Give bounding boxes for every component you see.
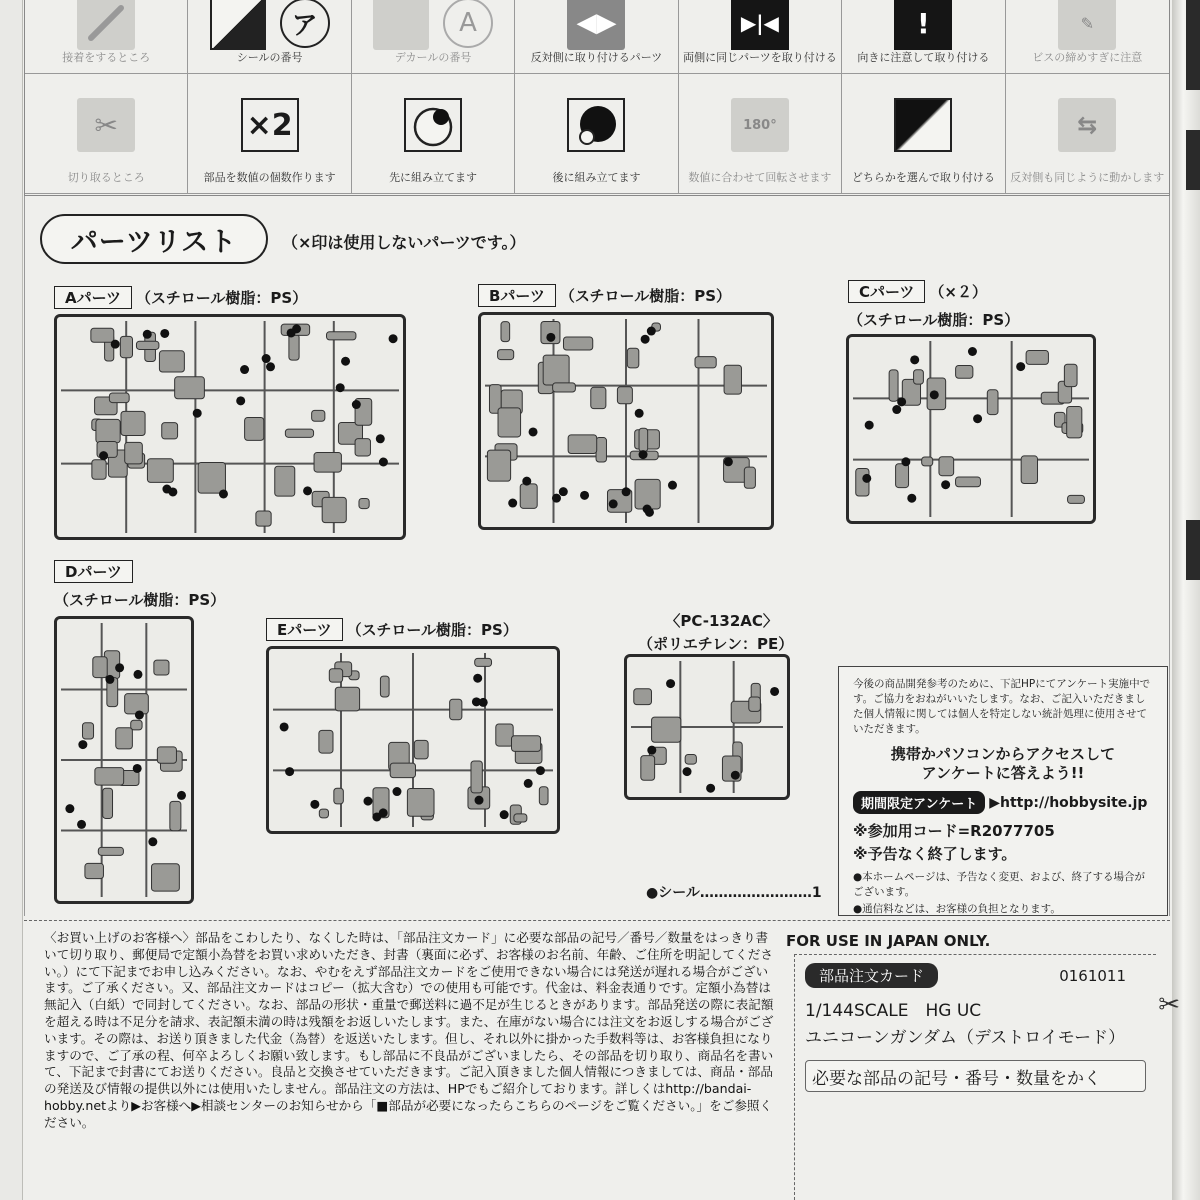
part-number-marker: [262, 354, 271, 363]
page-edge: [1172, 0, 1200, 1200]
part-shape: [390, 763, 415, 778]
part-shape: [1064, 364, 1077, 386]
part-shape: [91, 328, 114, 342]
parts-needed-field[interactable]: 必要な部品の記号・番号・数量をかく: [805, 1060, 1146, 1092]
survey-badge: 期間限定アンケート: [853, 791, 985, 814]
part-number-marker: [641, 335, 650, 344]
nippers-icon: ✂: [77, 98, 135, 152]
legend-decal: A デカールの番号: [352, 0, 515, 74]
part-number-marker: [352, 400, 361, 409]
part-number-marker: [639, 450, 648, 459]
part-number-marker: [862, 474, 871, 483]
part-number-marker: [115, 663, 124, 672]
part-number-marker: [706, 784, 715, 793]
part-shape: [617, 387, 632, 404]
order-card: 部品注文カード 0161011 1/144SCALE HG UC ユニコーンガンダム（デストロイモード） 必要な部品の記号・番号・数量をかく: [794, 954, 1156, 1200]
part-shape: [641, 756, 655, 781]
legend-mirror-move: ⇆ 反対側も同じように動かします: [1006, 74, 1169, 194]
runner-b-label: Bパーツ （スチロール樹脂：PS）: [478, 284, 731, 307]
part-shape: [275, 466, 295, 496]
part-shape: [539, 787, 548, 805]
runner-c: [846, 334, 1096, 524]
part-shape: [498, 408, 521, 437]
runner-e: [266, 646, 560, 834]
order-card-code: 0161011: [1059, 966, 1126, 985]
legend-rotate: 180° 数値に合わせて回転させます: [679, 74, 842, 194]
part-shape: [256, 511, 271, 526]
part-number-marker: [473, 674, 482, 683]
part-shape: [685, 754, 696, 764]
part-number-marker: [336, 383, 345, 392]
screw-warning-icon: ✎: [1058, 0, 1116, 50]
survey-code: ※参加用コード=R2077705: [853, 822, 1055, 840]
runner-e-label: Eパーツ （スチロール樹脂：PS）: [266, 618, 518, 641]
part-shape: [170, 801, 181, 830]
part-shape: [131, 720, 142, 730]
part-shape: [922, 457, 933, 466]
part-shape: [82, 723, 93, 739]
part-shape: [116, 728, 133, 749]
part-number-marker: [133, 764, 142, 773]
part-shape: [95, 768, 124, 786]
part-number-marker: [552, 494, 561, 503]
runner-pc: [624, 654, 790, 800]
legend-sticker: ア シールの番号: [188, 0, 351, 74]
part-shape: [289, 334, 299, 360]
japan-only-label: FOR USE IN JAPAN ONLY.: [786, 932, 991, 950]
part-number-marker: [892, 405, 901, 414]
part-shape: [329, 669, 342, 682]
part-number-marker: [363, 797, 372, 806]
part-number-marker: [770, 687, 779, 696]
part-number-marker: [524, 779, 533, 788]
legend-choose: どちらかを選んで取り付ける: [842, 74, 1005, 194]
part-shape: [157, 747, 176, 763]
part-shape: [914, 370, 924, 384]
legend-mirror: ◀▶ 反対側に取り付けるパーツ: [515, 0, 678, 74]
part-number-marker: [901, 457, 910, 466]
part-number-marker: [160, 329, 169, 338]
part-shape: [749, 697, 761, 711]
part-shape: [568, 435, 597, 454]
part-shape: [896, 464, 909, 488]
part-shape: [563, 337, 592, 350]
part-number-marker: [973, 414, 982, 423]
part-number-marker: [645, 508, 654, 517]
part-number-marker: [111, 340, 120, 349]
part-number-marker: [479, 698, 488, 707]
assemble-first-icon: [404, 98, 462, 152]
mirror-move-icon: ⇆: [1058, 98, 1116, 152]
part-number-marker: [522, 477, 531, 486]
part-number-marker: [219, 489, 228, 498]
mirror-arrows-icon: ◀▶: [567, 0, 625, 50]
part-number-marker: [930, 390, 939, 399]
part-number-marker: [647, 327, 656, 336]
both-sides-icon: ▶|◀: [731, 0, 789, 50]
part-shape: [147, 459, 173, 483]
part-number-marker: [379, 458, 388, 467]
part-shape: [92, 460, 106, 480]
part-shape: [334, 788, 343, 804]
part-number-marker: [287, 328, 296, 337]
part-number-marker: [266, 362, 275, 371]
part-number-marker: [310, 800, 319, 809]
part-number-marker: [143, 330, 152, 339]
part-shape: [471, 761, 482, 793]
part-shape: [359, 498, 369, 508]
part-shape: [695, 357, 716, 368]
part-shape: [125, 442, 143, 464]
part-number-marker: [135, 710, 144, 719]
decal-icon: [373, 0, 429, 50]
part-number-marker: [968, 347, 977, 356]
part-number-marker: [285, 767, 294, 776]
part-shape: [639, 428, 648, 451]
part-number-marker: [666, 679, 675, 688]
part-shape: [335, 687, 359, 711]
part-shape: [85, 863, 104, 878]
part-shape: [380, 676, 389, 697]
part-number-marker: [635, 409, 644, 418]
part-shape: [487, 450, 510, 481]
part-shape: [154, 660, 169, 675]
part-shape: [591, 387, 606, 408]
part-number-marker: [941, 480, 950, 489]
part-number-marker: [1016, 362, 1025, 371]
part-shape: [889, 370, 898, 401]
part-shape: [987, 390, 998, 415]
part-shape: [322, 497, 346, 522]
part-number-marker: [105, 675, 114, 684]
part-number-marker: [907, 494, 916, 503]
part-number-marker: [647, 746, 656, 755]
part-number-marker: [148, 837, 157, 846]
runner-b: [478, 312, 774, 530]
legend-assemble-later: 後に組み立てます: [515, 74, 678, 194]
part-shape: [496, 724, 513, 746]
parts-list-note: （×印は使用しないパーツです。）: [282, 233, 526, 252]
part-number-marker: [303, 486, 312, 495]
part-shape: [553, 383, 576, 392]
part-number-marker: [580, 491, 589, 500]
part-number-marker: [280, 722, 289, 731]
sticker-count: ●シール……………………1: [646, 885, 822, 901]
exclamation-icon: !: [894, 0, 952, 50]
part-number-marker: [240, 365, 249, 374]
part-shape: [109, 393, 129, 403]
part-number-marker: [168, 487, 177, 496]
part-shape: [520, 484, 537, 509]
legend-glue: 接着をするところ: [25, 0, 188, 74]
part-shape: [744, 467, 755, 488]
part-shape: [121, 411, 145, 435]
runner-pc-label: 〈PC-132AC〉 （ポリエチレン：PE）: [638, 612, 794, 653]
runner-d-label: Dパーツ （スチロール樹脂：PS）: [54, 560, 225, 610]
part-shape: [1068, 495, 1085, 503]
part-shape: [652, 717, 681, 742]
part-number-marker: [622, 487, 631, 496]
part-number-marker: [99, 451, 108, 460]
runner-d: [54, 616, 194, 904]
choose-one-icon: [894, 98, 952, 152]
part-number-marker: [389, 334, 398, 343]
part-shape: [198, 462, 225, 493]
parts-list-title: パーツリスト: [40, 214, 268, 264]
part-number-marker: [77, 820, 86, 829]
runner-a: [54, 314, 406, 540]
part-number-marker: [668, 481, 677, 490]
part-shape: [634, 689, 652, 705]
part-number-marker: [865, 421, 874, 430]
part-shape: [407, 788, 434, 816]
part-shape: [1026, 350, 1048, 364]
part-number-marker: [379, 808, 388, 817]
cut-line: [24, 920, 1170, 921]
part-number-marker: [731, 771, 740, 780]
legend-both-sides: ▶|◀ 両側に同じパーツを取り付ける: [679, 0, 842, 74]
part-shape: [498, 350, 514, 360]
part-shape: [543, 355, 569, 385]
rotate-180-icon: 180°: [731, 98, 789, 152]
legend-cut: ✂ 切り取るところ: [25, 74, 188, 194]
part-number-marker: [133, 670, 142, 679]
part-number-marker: [376, 434, 385, 443]
runner-a-label: Aパーツ （スチロール樹脂：PS）: [54, 286, 307, 309]
part-shape: [285, 429, 313, 437]
part-shape: [450, 699, 462, 720]
part-number-marker: [529, 427, 538, 436]
part-number-marker: [341, 357, 350, 366]
part-number-marker: [475, 796, 484, 805]
part-shape: [120, 336, 132, 357]
part-shape: [159, 351, 184, 372]
part-number-marker: [546, 333, 555, 342]
order-card-title: 部品注文カード: [805, 963, 938, 988]
brush-glue-icon: [77, 0, 135, 50]
part-number-marker: [559, 487, 568, 496]
part-shape: [314, 453, 341, 473]
runner-c-label: Cパーツ （×２） （スチロール樹脂：PS）: [848, 280, 1019, 330]
product-name: ユニコーンガンダム（デストロイモード）: [805, 1028, 1126, 1048]
part-number-marker: [392, 787, 401, 796]
part-shape: [175, 377, 205, 399]
part-shape: [125, 694, 149, 714]
part-shape: [511, 736, 540, 752]
part-number-marker: [508, 499, 517, 508]
legend-orientation: ! 向きに注意して取り付ける: [842, 0, 1005, 74]
part-shape: [1021, 456, 1037, 484]
part-shape: [596, 438, 606, 462]
part-shape: [514, 814, 527, 822]
part-shape: [724, 365, 741, 394]
sticker-icon: [210, 0, 266, 50]
part-shape: [1067, 406, 1082, 437]
part-number-marker: [65, 804, 74, 813]
part-shape: [136, 341, 158, 349]
part-number-marker: [193, 409, 202, 418]
part-number-marker: [724, 457, 733, 466]
assemble-later-icon: [567, 98, 625, 152]
survey-box: 今後の商品開発参考のために、下記HPにてアンケート実施中です。ご協力をおねがいいたします。なお、ご記入いただきました個人情報に関しては個人を特定しない統計処理に使用させていただきます。 携帯かパソコンからアクセスして アンケートに答えよう!! 期間限定アンケート ▶http://hobbysite.jp ※参加用コード=R2077705 ※予告なく終了します。 ●本ホームページは、予告なく変更、および、終了する場合がございます。 ●通信料などは、お客様の負担となります。: [838, 666, 1168, 916]
survey-url[interactable]: ▶http://hobbysite.jp: [989, 794, 1148, 811]
part-shape: [956, 366, 973, 379]
multiply-icon: ×2: [241, 98, 299, 152]
part-number-marker: [78, 740, 87, 749]
scissors-icon: ✂: [1158, 990, 1180, 1020]
part-shape: [319, 730, 333, 753]
part-number-marker: [897, 397, 906, 406]
part-shape: [93, 657, 107, 678]
symbol-legend: [24, 0, 1170, 196]
legend-multiply: ×2 部品を数値の個数作ります: [188, 74, 351, 194]
part-number-marker: [609, 499, 618, 508]
part-shape: [501, 322, 510, 342]
part-shape: [635, 479, 660, 509]
part-shape: [98, 847, 123, 855]
part-shape: [162, 423, 178, 439]
part-shape: [414, 740, 428, 758]
part-shape: [245, 418, 264, 441]
part-number-marker: [536, 766, 545, 775]
part-shape: [355, 439, 370, 456]
part-number-marker: [500, 810, 509, 819]
part-shape: [312, 410, 325, 421]
order-instructions: 〈お買い上げのお客様へ〉部品をこわしたり、なくした時は、「部品注文カード」に必要な部品の記号／番号／数量をはっきり書いて切り取り、郵便局で定額小為替をお買い求めいただき、封書（裏面に必ず、お客様のお名前、年齢、ご住所を明記してください。）にて下記までお申し込みください。なお、やむをえず部品注文カードをご使用できない場合には発送が遅れる場合がございます。ご了承ください。又、部品注文カードはコピー（拡大含む）での使用も可能です。代金は、料金表通りです。定額小為替は無記入（白紙）で同封してください。なお、部品の形状・重量で郵送料に過不足が生じるときがあります。部品発送の際に表記額を超える時は不足分を請求、表記額未満の時は残額をお返しいたします。また、在庫がない場合には注文をお返しする場合がございます。その際は、お送り頂きました代金（為替）を返送いたします。但し、それ以外に掛かった手数料等は、お客様負担になりますので、ご了承の程、何卒よろしくお願い致します。もし部品に不良品がございましたら、その部品を切り取り、商品名を書いて、下記まで封書にてお送りください。良品と交換させていただきます。ご記入頂きました個人情報につきましては、商品・部品の発送及び情報の提供以外には使用いたしません。部品注文の方法は、HPでもご紹介しております。詳しくはhttp://bandai-hobby.netより▶お客様へ▶相談センターのお知らせから「■部品が必要になったらこちらのページをご覧ください。」をご参照ください。: [44, 930, 774, 1130]
legend-screw: ✎ ビスの締めすぎに注意: [1006, 0, 1169, 74]
part-shape: [152, 864, 180, 891]
part-shape: [96, 419, 120, 442]
part-shape: [319, 809, 328, 818]
part-shape: [939, 457, 954, 476]
part-shape: [956, 477, 981, 487]
part-number-marker: [177, 791, 186, 800]
part-number-marker: [683, 767, 692, 776]
part-shape: [327, 332, 356, 340]
part-number-marker: [236, 396, 245, 405]
legend-assemble-first: 先に組み立てます: [352, 74, 515, 194]
part-shape: [103, 788, 113, 818]
part-number-marker: [910, 355, 919, 364]
part-shape: [475, 658, 492, 666]
part-shape: [627, 348, 639, 368]
